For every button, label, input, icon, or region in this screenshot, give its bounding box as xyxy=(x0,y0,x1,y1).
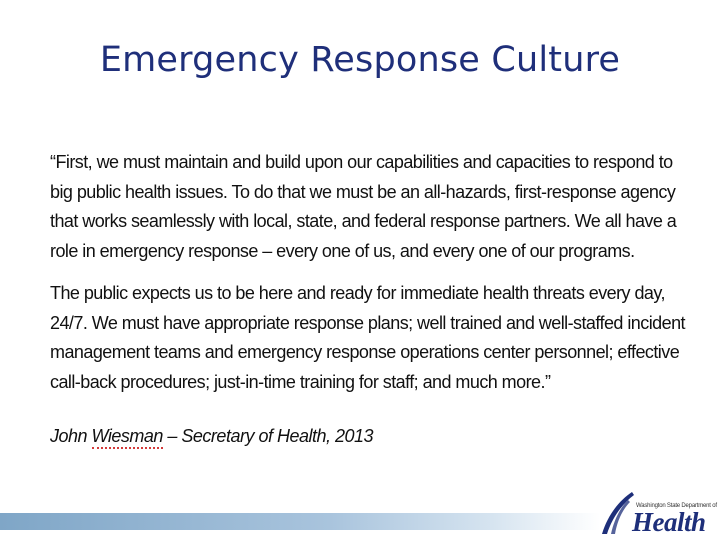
quote-block xyxy=(50,148,690,447)
attribution-first-name: John xyxy=(50,426,92,446)
footer-bar xyxy=(0,513,600,530)
quote-paragraph-2: The public expects us to be here and ready for immediate health threats every day, 24/7. We must have appropriate response plans; well trained and well-staffed incident management teams and emergency response operations center personnel; effective call-back procedures; just-in-time training for staff; and much more.” xyxy=(50,283,685,392)
logo xyxy=(598,490,720,540)
quote-paragraph-1: “First, we must maintain and build upon our capabilities and capacities to respond to big public health issues. To do that we must be an all-hazards, first-response agency that works seamlessly with local, state, and federal response partners. We all have a role in emergency response – every one of us, and every one of our programs. xyxy=(50,152,677,261)
slide-title: Emergency Response Culture xyxy=(99,40,621,80)
attribution-rest: – Secretary of Health, 2013 xyxy=(162,426,374,446)
logo-subtitle: Washington State Department of xyxy=(636,503,717,509)
attribution xyxy=(50,426,690,447)
attribution-last-name: Wiesman xyxy=(92,426,163,449)
logo-wordmark: Health xyxy=(632,507,706,537)
